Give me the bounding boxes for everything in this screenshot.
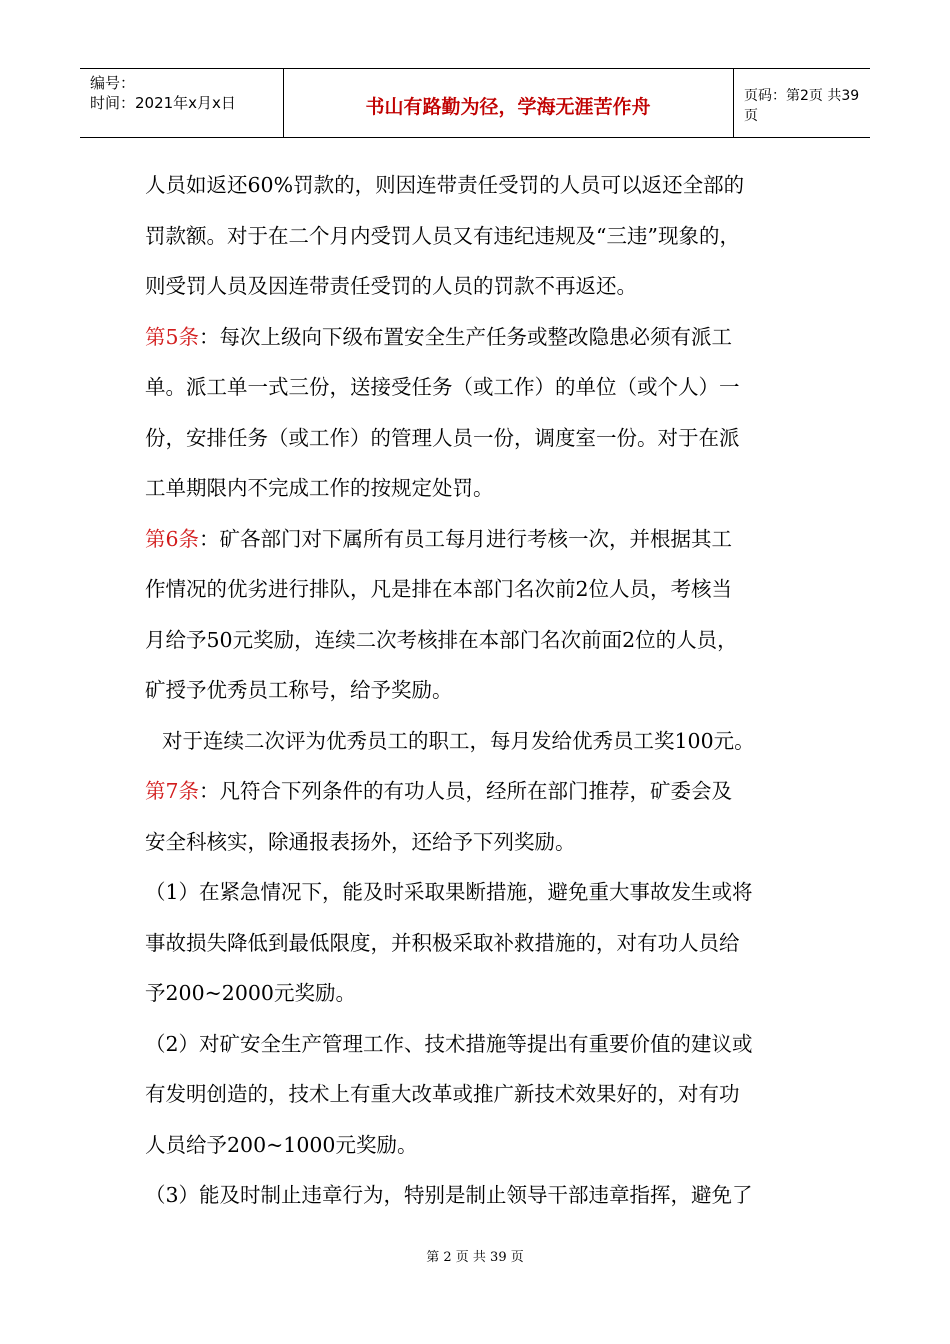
body-line: [145, 564, 815, 615]
body-line: [145, 1120, 815, 1171]
body-line-text: （2）对矿安全生产管理工作、技术措施等提出有重要价值的建议或: [145, 1031, 753, 1056]
body-line-text: 单。派工单一式三份，送接受任务（或工作）的单位（或个人）一: [145, 375, 740, 399]
body-line-text: 事故损失降低到最低限度，并积极采取补救措施的，对有功人员给: [145, 930, 740, 955]
body-line: [145, 867, 815, 918]
body-line: [145, 362, 815, 413]
body-line-text: 份，安排任务（或工作）的管理人员一份，调度室一份。对于在派: [145, 425, 740, 450]
body-line-text: （3）能及时制止违章行为，特别是制止领导干部违章指挥，避免了: [145, 1183, 753, 1207]
body-line-text: 人员如返还60%罚款的，则因连带责任受罚的人员可以返还全部的: [145, 173, 745, 197]
body-line: [145, 463, 815, 514]
body-line-text: （1）在紧急情况下，能及时采取果断措施，避免重大事故发生或将: [145, 880, 753, 904]
body-line-text: 人员给予200~1000元奖励。: [145, 1132, 418, 1157]
body-line: [145, 817, 815, 868]
article-label: 第7条: [145, 779, 200, 803]
header-center-cell: [283, 69, 734, 137]
body-line-text: ：矿各部门对下属所有员工每月进行考核一次，并根据其工: [199, 526, 733, 551]
document-number-label: 编号：: [90, 74, 136, 92]
article-label: 第6条: [145, 526, 200, 551]
body-line-text: ：每次上级向下级布置安全生产任务或整改隐患必须有派工: [199, 324, 733, 349]
body-line: [145, 413, 815, 464]
body-line-text: 予200~2000元奖励。: [145, 981, 356, 1005]
body-line-text: 对于连续二次评为优秀员工的职工，每月发给优秀员工奖100元。: [162, 728, 755, 753]
body-line-text: ：凡符合下列条件的有功人员，经所在部门推荐，矿委会及: [199, 779, 733, 803]
header-right-cell: [734, 69, 870, 137]
body-line-text: 有发明创造的，技术上有重大改革或推广新技术效果好的，对有功: [145, 1082, 740, 1106]
body-line: [145, 665, 815, 716]
body-line-text: 则受罚人员及因连带责任受罚的人员的罚款不再返还。: [145, 274, 637, 298]
body-line: [145, 918, 815, 969]
body-line: [145, 160, 815, 211]
body-line: [145, 261, 815, 312]
body-line-text: 月给予50元奖励，连续二次考核排在本部门名次前面2位的人员，: [145, 627, 738, 652]
body-line: [145, 968, 815, 1019]
body-line: [145, 1069, 815, 1120]
body-line-text: 安全科核实，除通报表扬外，还给予下列奖励。: [145, 829, 576, 854]
document-date: 时间：2021年x月x日: [90, 94, 236, 112]
body-line: [145, 514, 815, 565]
header-motto: 书山有路勤为径，学海无涯苦作舟: [365, 95, 651, 118]
body-line: [145, 1019, 815, 1070]
body-line: [145, 1170, 815, 1221]
body-line: [145, 716, 815, 767]
body-line: [145, 615, 815, 666]
header-table: [80, 68, 870, 138]
body-line-text: 工单期限内不完成工作的按规定处罚。: [145, 476, 494, 500]
body-line: [145, 211, 815, 262]
article-label: 第5条: [145, 324, 200, 349]
page-footer: 第 2 页 共 39 页: [426, 1250, 524, 1265]
body-line-text: 矿授予优秀员工称号，给予奖励。: [145, 678, 453, 702]
header-page-info: 页码：第2页 共39页: [744, 88, 860, 124]
body-line: [145, 766, 815, 817]
header-left-cell: [80, 69, 284, 137]
body-line-text: 作情况的优劣进行排队，凡是排在本部门名次前2位人员，考核当: [145, 577, 733, 601]
body-line: [145, 312, 815, 363]
document-body: [145, 160, 815, 1221]
body-line-text: 罚款额。对于在二个月内受罚人员又有违纪违规及“三违”现象的，: [145, 223, 740, 248]
